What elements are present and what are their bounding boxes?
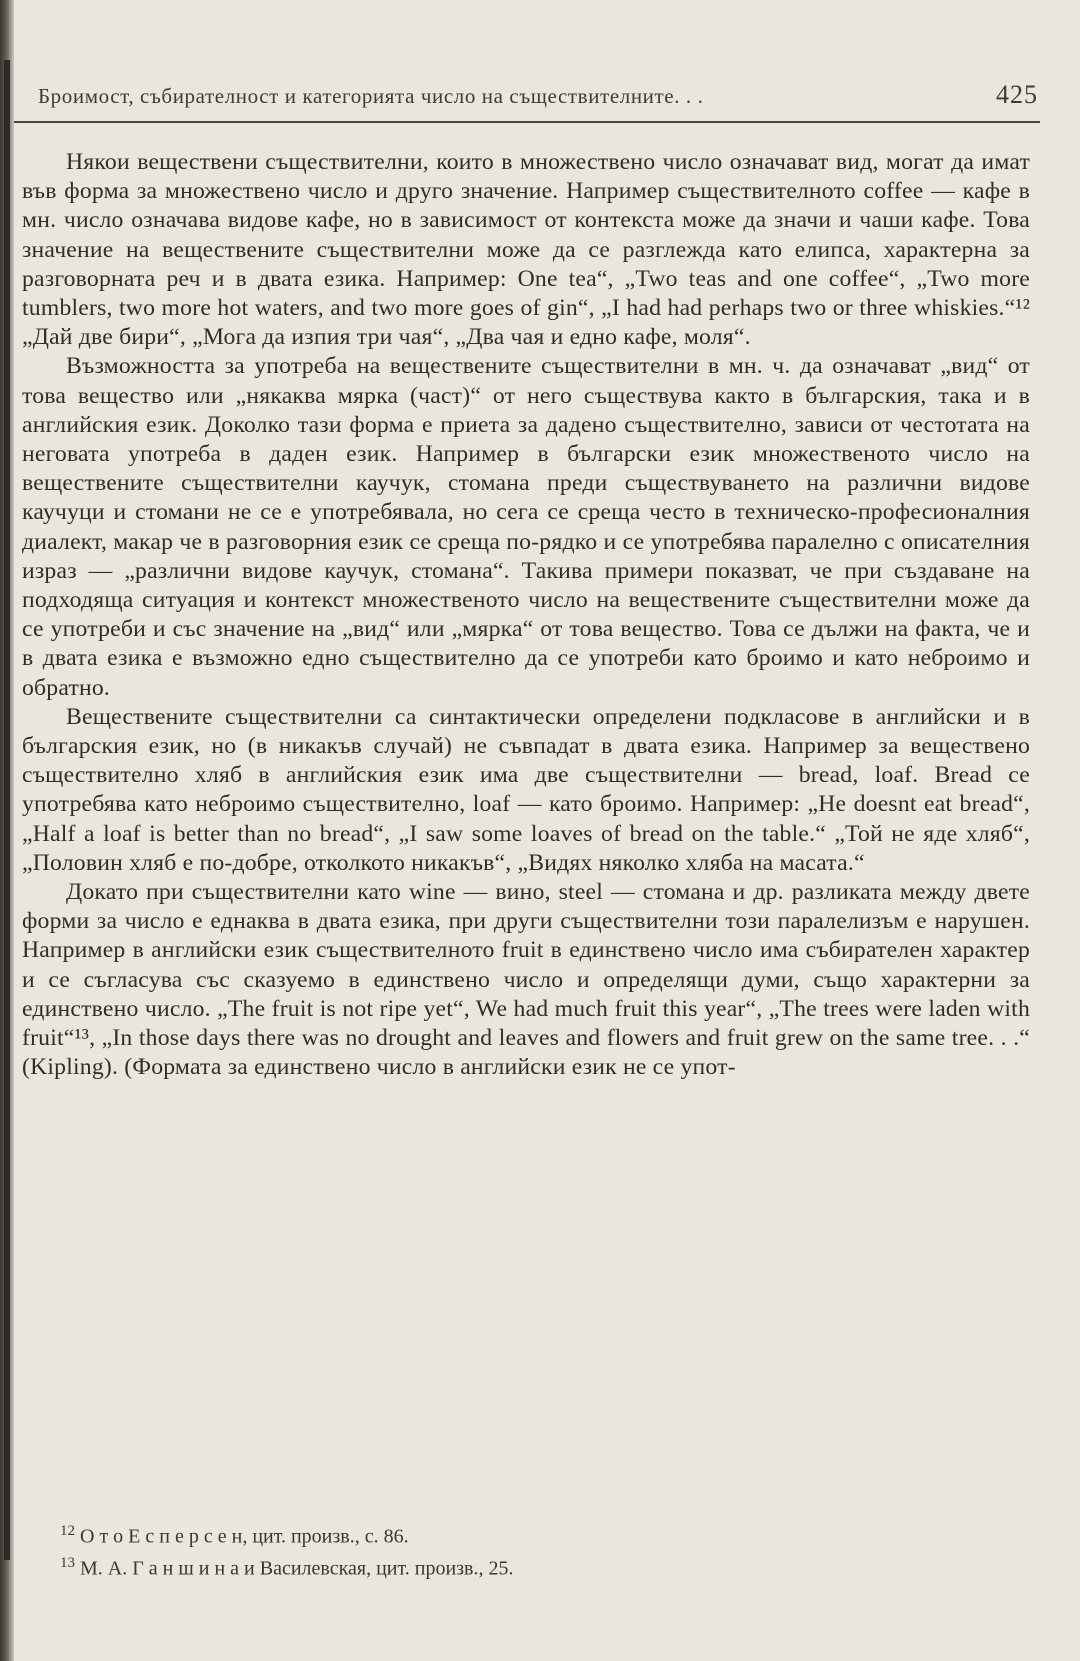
- paragraph: Веществените съществителни са синтактически определени подкласове в английски и в българския език, но (в никакъв случай) не съвпадат в двата езика. Например за веществено съществително хляб в английския език има две съществителни — bread, loaf. Bread се употребява като неброимо съществително, loaf — като броимо. Например: „He doesnt eat bread“, „Half a loaf is better than no bread“, „I saw some loaves of bread on the table.“ „Той не яде хляб“, „Половин хляб е по-добре, отколкото никакъв“, „Видях няколко хляба на масата.“: [22, 703, 1030, 876]
- footnote: [60, 1550, 1020, 1582]
- body-text: [22, 148, 1030, 1083]
- running-title: Броимост, събирателност и категорията число на съществителните. . .: [38, 84, 704, 108]
- binding-shadow: [4, 60, 10, 1560]
- footnote: [60, 1518, 1020, 1550]
- paragraph: Възможността за употреба на веществените съществителни в мн. ч. да означават „вид“ от това вещество или „някаква мярка (част)“ от него съществува както в българския, така и в английския език. Доколко тази форма е приета за дадено съществително, зависи от честотата на неговата употреба в даден език. Например в български език множественото число на веществените съществителни каучук, стомана преди съществуването на различни видове каучуци и стомани не се е употребявала, но сега се среща често в техническо-професионалния диалект, макар че в разговорния език се среща по-рядко и се употребява паралелно с описателния израз — „различни видове каучук, стомана“. Такива примери показват, че при създаване на подходяща ситуация и контекст множественото число на веществените съществителни може да се употреби и със значение на „вид“ или „мярка“ от това вещество. Това се дължи на факта, че и в двата езика е възможно едно съществително да се употреби като броимо и като неброимо и обратно.: [22, 353, 1030, 701]
- footnote-mark: 13: [60, 1554, 75, 1571]
- footnotes: [60, 1518, 1020, 1581]
- footnote-text: М. А. Г а н ш и н а и Василевская, цит. произв., 25.: [80, 1557, 514, 1580]
- running-header: [38, 80, 1038, 116]
- paragraph: Докато при съществителни като wine — вино, steel — стомана и др. разликата между двете форми за число е еднаква в двата езика, при други съществителни този паралелизъм е нарушен. Например в английски език съществителното fruit в единствено число има събирателен характер и се съгласува със сказуемо в единствено число и определящи думи, също характерни за единствено число. „The fruit is not ripe yet“, We had much fruit this year“, „The trees were laden with fruit“¹³, „In those days there was no drought and leaves and flowers and fruit grew on the same tree. . .“ (Kipling). (Формата за единствено число в английски език не се упот-: [22, 879, 1030, 1081]
- footnote-text: О т о Е с п е р с е н, цит. произв., с. 86.: [80, 1525, 409, 1548]
- footnote-mark: 12: [60, 1523, 75, 1539]
- page-number: 425: [996, 80, 1038, 109]
- paragraph: Някои веществени съществителни, които в множествено число означават вид, могат да имат във форма за множествено число и друго значение. Например съществителното coffee — кафе в мн. число означава видове кафе, но в зависимост от контекста може да значи и чаши кафе. Това значение на веществените съществителни може да се разглежда като елипса, характерна за разговорната реч и в двата езика. Например: One tea“, „Two teas and one coffee“, „Two more tumblers, two more hot waters, and two more goes of gin“, „I had had perhaps two or three whiskies.“¹² „Дай две бири“, „Мога да изпия три чая“, „Два чая и едно кафе, моля“.: [22, 149, 1030, 351]
- header-rule: [14, 121, 1040, 123]
